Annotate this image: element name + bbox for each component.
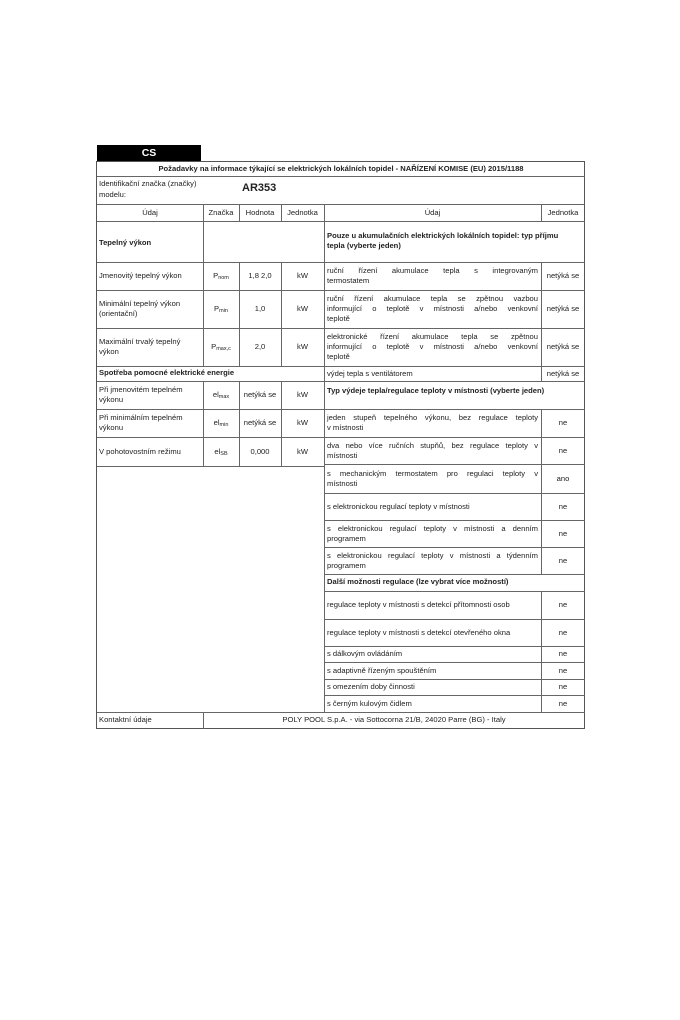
aux-power-row-label: Při jmenovitém tepelném [99, 385, 183, 394]
other-control-value: ne [558, 649, 568, 658]
aux-power-row-symbol: elmin [213, 418, 229, 428]
other-control-option: s dálkovým ovládáním [327, 649, 403, 658]
aux-power-row-value: netýká se [243, 418, 277, 427]
grid-line [203, 262, 204, 366]
room-control-value: ne [558, 555, 568, 565]
room-control-option: s mechanickým termostatem pro regulaci teploty v [327, 468, 538, 478]
heat-output-row-value: 1,8 2,0 [248, 271, 272, 280]
room-control-option: místnosti [327, 450, 358, 460]
section-title-storage: tepla (vyberte jeden) [327, 241, 401, 250]
grid-line [203, 204, 204, 262]
storage-option: informující o teplotě v místnosti a/nebo venkovní [327, 304, 538, 313]
grid-line [97, 437, 324, 438]
aux-power-row-label: výkonu [99, 395, 124, 404]
grid-line [324, 437, 585, 438]
grid-line [97, 366, 324, 367]
grid-line [324, 381, 585, 382]
storage-option-value: netýká se [546, 368, 580, 378]
grid-line [281, 262, 282, 366]
aux-power-row-symbol: elSB [214, 446, 228, 457]
grid-line [324, 493, 585, 494]
section-title-storage: Pouze u akumulačních elektrických lokálních topidel: typ příjmu [327, 231, 559, 240]
column-header-value: Hodnota [245, 208, 275, 217]
other-control-option: s černým kulovým čidlem [327, 698, 412, 708]
room-control-option: programem [327, 533, 366, 543]
storage-option-value: netýká se [546, 304, 580, 313]
grid-line [324, 695, 585, 696]
grid-line [97, 381, 324, 382]
heat-output-row-unit: kW [297, 304, 308, 313]
storage-option-value: netýká se [546, 342, 580, 351]
grid-line [541, 409, 542, 574]
column-header-unit: Jednotka [287, 208, 318, 217]
storage-option: ruční řízení akumulace tepla s integrovaným [327, 266, 538, 275]
heat-output-row-symbol: Pmax,c [211, 342, 231, 352]
room-control-option: s elektronickou regulací teploty v místnosti [327, 501, 470, 511]
aux-power-row-unit: kW [297, 418, 308, 427]
grid-line [281, 381, 282, 466]
grid-line [97, 204, 585, 205]
storage-option-value: netýká se [546, 271, 580, 280]
room-control-option: programem [327, 560, 366, 570]
grid-line [97, 409, 324, 410]
room-control-option: dva nebo více ručních stupňů, bez regulace teploty v [327, 440, 538, 450]
contact-label: Kontaktní údaje [99, 715, 152, 724]
section-title-room-control: Typ výdeje tepla/regulace teploty v místnosti (vyberte jeden) [327, 386, 545, 395]
model-label: modelu: [99, 190, 127, 199]
heat-output-row-unit: kW [297, 271, 308, 280]
heat-output-row-value: 1,0 [254, 304, 266, 313]
other-control-value: ne [558, 627, 568, 637]
grid-line [541, 262, 542, 381]
column-header-item: Údaj [142, 208, 158, 217]
grid-line [97, 290, 324, 291]
grid-line [239, 204, 240, 221]
section-title-aux-power: Spotřeba pomocné elektrické energie [99, 368, 235, 377]
room-control-value: ne [558, 418, 568, 427]
room-control-option: místnosti [327, 478, 358, 488]
aux-power-row-value: 0,000 [250, 446, 270, 456]
room-control-value: ne [558, 501, 568, 511]
grid-line [97, 221, 585, 222]
grid-line [324, 328, 585, 329]
language-tag: CS [97, 145, 201, 162]
grid-line [239, 381, 240, 466]
grid-line [97, 262, 324, 263]
room-control-value: ne [558, 445, 568, 455]
storage-option: výdej tepla s ventilátorem [327, 368, 413, 378]
heat-output-row-symbol: Pnom [213, 271, 229, 281]
grid-line [324, 662, 585, 663]
model-value: AR353 [242, 182, 277, 194]
grid-line [203, 381, 204, 466]
aux-power-row-label: V pohotovostním režimu [99, 446, 181, 456]
storage-option: teplotě [327, 352, 350, 361]
column-header-unit: Jednotka [547, 208, 579, 217]
storage-option: termostatem [327, 276, 370, 285]
storage-option: teplotě [327, 314, 350, 323]
contact-value: POLY POOL S.p.A. - via Sottocorna 21/B, 24020 Parre (BG) - Italy [282, 715, 506, 724]
grid-line [281, 204, 282, 221]
room-control-value: ano [556, 473, 570, 483]
other-control-option: regulace teploty v místnosti s detekcí otevřeného okna [327, 627, 511, 637]
column-header-symbol: Značka [208, 208, 234, 217]
other-control-option: s omezením doby činnosti [327, 682, 415, 691]
storage-option: ruční řízení akumulace tepla se zpětnou vazbou [327, 294, 538, 303]
aux-power-row-value: netýká se [243, 390, 277, 399]
grid-line [324, 619, 585, 620]
grid-line [324, 204, 325, 712]
heat-output-row-symbol: Pmin [214, 304, 228, 314]
aux-power-row-label: výkonu [99, 423, 124, 432]
model-label: Identifikační značka (značky) [99, 179, 197, 188]
room-control-option: s elektronickou regulací teploty v místnosti a denním [327, 523, 538, 533]
grid-line [324, 262, 585, 263]
grid-line [97, 328, 324, 329]
room-control-option: s elektronickou regulací teploty v místnosti a týdenním [327, 550, 538, 560]
grid-line [324, 520, 585, 521]
grid-line [324, 679, 585, 680]
column-header-item: Údaj [424, 208, 441, 217]
room-control-option: v místnosti [327, 423, 364, 432]
other-control-value: ne [558, 665, 568, 675]
grid-line [324, 547, 585, 548]
other-control-value: ne [558, 682, 568, 691]
grid-line [97, 712, 585, 713]
grid-line [324, 464, 585, 465]
aux-power-row-label: Při minimálním tepelném [99, 413, 183, 422]
grid-line [324, 290, 585, 291]
aux-power-row-symbol: elmax [212, 390, 230, 400]
heat-output-row-label: (orientační) [99, 309, 138, 318]
grid-line [541, 591, 542, 712]
grid-line [541, 204, 542, 221]
aux-power-row-unit: kW [297, 446, 308, 456]
aux-power-row-unit: kW [297, 390, 308, 399]
other-control-value: ne [558, 600, 568, 609]
grid-line [97, 466, 324, 467]
heat-output-row-label: Minimální tepelný výkon [99, 299, 181, 308]
grid-line [324, 409, 585, 410]
other-control-value: ne [558, 698, 568, 708]
page-title: Požadavky na informace týkající se elektrických lokálních topidel - NAŘÍZENÍ KOMISE (EU) 2015/1188 [158, 164, 524, 173]
section-title-heat-output: Tepelný výkon [99, 238, 152, 247]
storage-option: elektronické řízení akumulace tepla se zpětnou [327, 332, 538, 341]
room-control-value: ne [558, 528, 568, 538]
grid-line [97, 176, 585, 177]
grid-line [324, 366, 585, 367]
grid-line [324, 574, 585, 575]
room-control-option: jeden stupeň tepelného výkonu, bez regulace teploty [327, 413, 538, 422]
other-control-option: regulace teploty v místnosti s detekcí přítomnosti osob [327, 600, 510, 609]
heat-output-row-value: 2,0 [254, 342, 266, 351]
grid-line [324, 591, 585, 592]
storage-option: informující o teplotě v místnosti a/nebo venkovní [327, 342, 538, 351]
section-title-other-control: Další možnosti regulace (lze vybrat více možností) [327, 577, 509, 586]
heat-output-row-unit: kW [297, 342, 308, 351]
grid-line [239, 262, 240, 366]
heat-output-row-label: Jmenovitý tepelný výkon [99, 271, 182, 280]
other-control-option: s adaptivně řízeným spouštěním [327, 665, 437, 675]
grid-line [324, 646, 585, 647]
heat-output-row-label: Maximální trvalý tepelný [99, 337, 181, 346]
heat-output-row-label: výkon [99, 347, 119, 356]
